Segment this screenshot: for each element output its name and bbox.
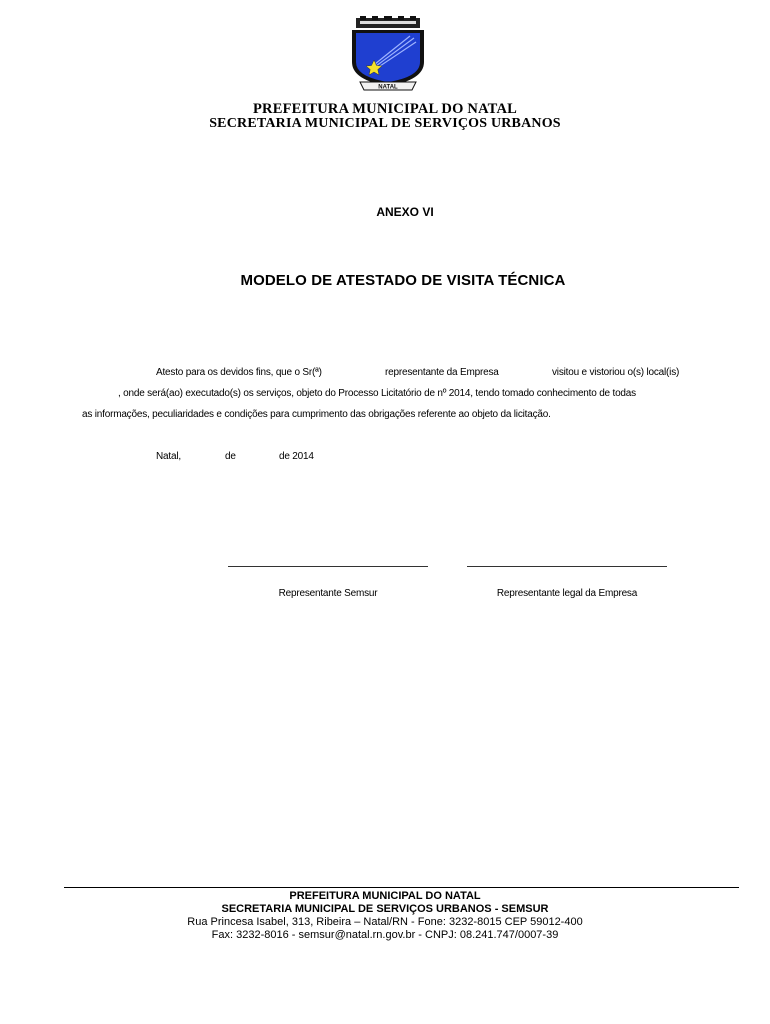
date-de-1: de xyxy=(225,451,236,462)
body-text-p2: , onde será(ao) executado(s) os serviços, objeto do Processo Licitatório de nº 2014, tendo tomado conhecimento de todas xyxy=(118,388,636,399)
body-text-p3: as informações, peculiaridades e condições para cumprimento das obrigações referente ao objeto da licitação. xyxy=(82,409,551,420)
signature-label-semsur: Representante Semsur xyxy=(278,588,378,599)
annex-label: ANEXO VI xyxy=(376,205,434,219)
signature-line-semsur xyxy=(228,566,428,567)
body-text-p1c: visitou e vistoriou o(s) local(is) xyxy=(552,367,680,378)
document-title: MODELO DE ATESTADO DE VISITA TÉCNICA xyxy=(240,272,566,289)
body-text-p1a: Atesto para os devidos fins, que o Sr(ª) xyxy=(156,367,322,378)
footer-divider xyxy=(64,887,739,888)
body-text-p1b: representante da Empresa xyxy=(385,367,499,378)
date-city: Natal, xyxy=(156,451,181,462)
footer-address: Rua Princesa Isabel, 313, Ribeira – Natal/RN - Fone: 3232-8015 CEP 59012-400 xyxy=(187,916,583,928)
signature-line-empresa xyxy=(467,566,667,567)
date-de-year: de 2014 xyxy=(279,451,314,462)
footer-prefeitura: PREFEITURA MUNICIPAL DO NATAL xyxy=(289,890,481,902)
signature-label-empresa: Representante legal da Empresa xyxy=(496,588,638,599)
footer-contact: Fax: 3232-8016 - semsur@natal.rn.gov.br - CNPJ: 08.241.747/0007-39 xyxy=(211,929,559,941)
header-prefeitura: PREFEITURA MUNICIPAL DO NATAL xyxy=(253,101,517,117)
header-secretaria: SECRETARIA MUNICIPAL DE SERVIÇOS URBANOS xyxy=(209,116,561,131)
footer-secretaria: SECRETARIA MUNICIPAL DE SERVIÇOS URBANOS - SEMSUR xyxy=(221,903,549,915)
natal-coat-of-arms-logo xyxy=(346,16,430,94)
crest-banner-label: NATAL xyxy=(378,84,398,91)
